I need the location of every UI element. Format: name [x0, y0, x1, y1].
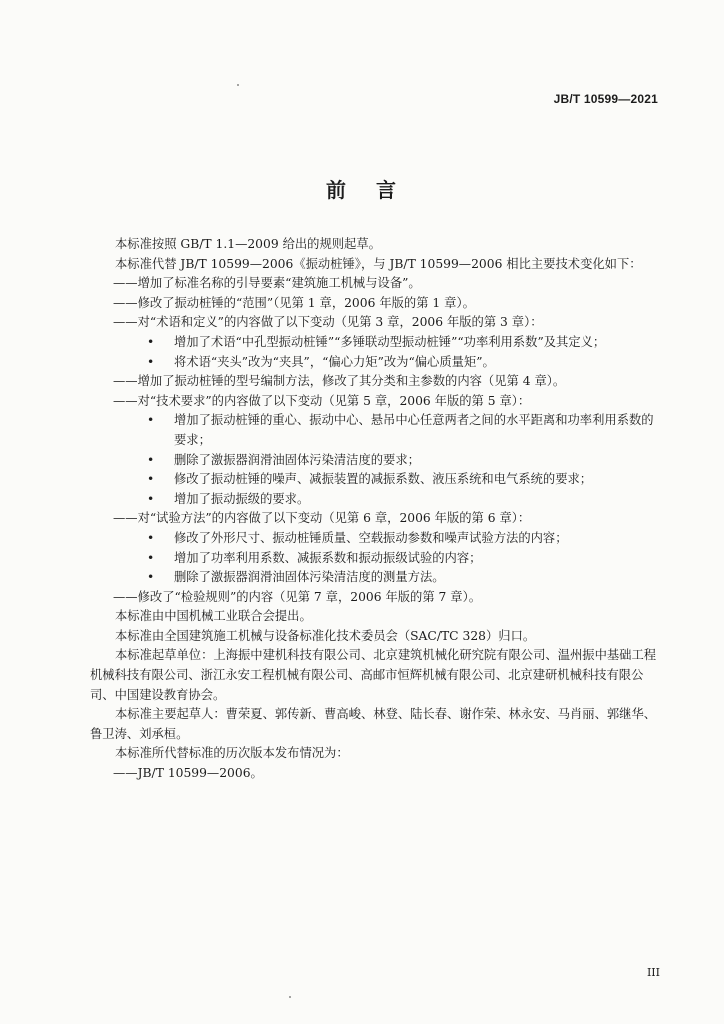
bullet-text: 删除了激振器润滑油固体污染清洁度的测量方法。 — [174, 570, 445, 585]
paragraph: 本标准所代替标准的历次版本发布情况为： — [115, 746, 349, 761]
scan-speck — [289, 996, 291, 998]
paragraph: 本标准由全国建筑施工机械与设备标准化技术委员会（SAC/TC 328）归口。 — [115, 628, 536, 643]
bullet-icon: • — [147, 491, 155, 506]
paragraph: 本标准代替 JB/T 10599—2006《振动桩锤》，与 JB/T 10599—2006 相比主要技术变化如下： — [115, 256, 642, 271]
change-item: ——增加了标准名称的引导要素“建筑施工机械与设备”。 — [113, 276, 421, 291]
bullet-item — [90, 470, 660, 490]
bullet-text: 修改了振动桩锤的噪声、减振装置的减振系数、液压系统和电气系统的要求； — [174, 472, 593, 487]
bullet-text: 删除了激振器润滑油固体污染清洁度的要求； — [174, 452, 420, 467]
bullet-icon: • — [147, 452, 155, 467]
bullet-icon: • — [147, 550, 155, 565]
bullet-text: 将术语“夹头”改为“夹具”，“偏心力矩”改为“偏心质量矩”。 — [174, 354, 495, 369]
bullet-item — [90, 333, 660, 353]
scan-speck — [237, 84, 239, 86]
change-item: ——JB/T 10599—2006。 — [113, 766, 263, 781]
bullet-item — [90, 451, 660, 471]
change-item: ——对“术语和定义”的内容做了以下变动（见第 3 章，2006 年版的第 3 章）： — [113, 315, 543, 330]
bullet-text: 增加了振动振级的要求。 — [174, 491, 310, 506]
bullet-item — [90, 568, 660, 588]
bullet-item — [90, 529, 660, 549]
bullet-icon: • — [147, 413, 155, 428]
change-item: ——增加了振动桩锤的型号编制方法，修改了其分类和主参数的内容（见第 4 章）。 — [113, 374, 566, 389]
bullet-icon: • — [147, 472, 155, 487]
change-item: ——修改了振动桩锤的“范围”（见第 1 章，2006 年版的第 1 章）。 — [113, 295, 475, 310]
bullet-icon: • — [147, 530, 155, 545]
paragraph: 本标准由中国机械工业联合会提出。 — [115, 609, 312, 624]
paragraph: 本标准主要起草人：曹荣夏、郭传新、曹高峻、林登、陆长春、谢作荣、林永安、马肖丽、郭继华、鲁卫涛、刘承桓。 — [90, 707, 657, 741]
bullet-text: 增加了术语“中孔型振动桩锤”“多锤联动型振动桩锤”“功率利用系数”及其定义； — [174, 334, 606, 349]
bullet-item — [90, 353, 660, 373]
bullet-icon: • — [147, 354, 155, 369]
standard-number: JB/T 10599—2021 — [553, 92, 658, 106]
bullet-icon: • — [147, 570, 155, 585]
bullet-icon: • — [147, 334, 155, 349]
page-number: III — [646, 966, 660, 979]
change-item: ——对“技术要求”的内容做了以下变动（见第 5 章，2006 年版的第 5 章）： — [113, 393, 531, 408]
bullet-text: 增加了功率利用系数、减振系数和振动振级试验的内容； — [174, 550, 482, 565]
bullet-item — [90, 549, 660, 569]
change-item: ——对“试验方法”的内容做了以下变动（见第 6 章，2006 年版的第 6 章）： — [113, 511, 531, 526]
paragraph: 本标准起草单位：上海振中建机科技有限公司、北京建筑机械化研究院有限公司、温州振中基础工程机械科技有限公司、浙江永安工程机械有限公司、高邮市恒辉机械有限公司、北京建研机械科技有限公司、中国建设教育协会。 — [90, 648, 657, 702]
bullet-text: 修改了外形尺寸、振动桩锤质量、空载振动参数和噪声试验方法的内容； — [174, 530, 568, 545]
paragraph: 本标准按照 GB/T 1.1—2009 给出的规则起草。 — [115, 237, 381, 251]
page-title: 前言 — [326, 178, 426, 202]
bullet-item — [90, 490, 660, 510]
document-body — [90, 235, 660, 784]
bullet-text: 增加了振动桩锤的重心、振动中心、悬吊中心任意两者之间的水平距离和功率利用系数的要求； — [174, 413, 654, 447]
change-item: ——修改了“检验规则”的内容（见第 7 章，2006 年版的第 7 章）。 — [113, 589, 482, 604]
bullet-item — [90, 411, 660, 450]
